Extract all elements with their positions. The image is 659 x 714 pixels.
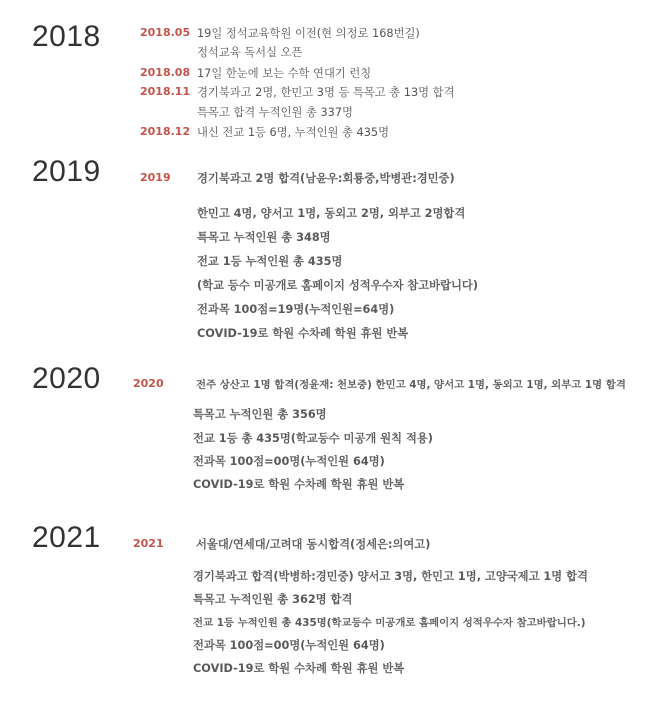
entry-date: 2018.12 bbox=[140, 125, 191, 138]
entry-text: 19일 정석교육학원 이전(현 의정로 168번길) bbox=[197, 27, 420, 40]
entry-text: 전교 1등 누적인원 총 435명 bbox=[197, 255, 343, 268]
entry-text: 한민고 4명, 양서고 1명, 동외고 2명, 외부고 2명합격 bbox=[197, 207, 466, 220]
entry-text: 특목고 누적인원 총 348명 bbox=[197, 231, 331, 244]
entry-text: 서울대/연세대/고려대 동시합격(정세은:의여고) bbox=[196, 538, 431, 551]
entry-text: COVID-19로 학원 수차례 학원 휴원 반복 bbox=[193, 478, 405, 491]
year-title: 2019 bbox=[32, 155, 101, 188]
entry-date: 2019 bbox=[140, 171, 171, 184]
year-title: 2020 bbox=[32, 362, 101, 395]
entry-text: 특목고 누적인원 총 356명 bbox=[193, 408, 327, 421]
entry-text: 내신 전교 1등 6명, 누적인원 총 435명 bbox=[197, 126, 390, 139]
entry-text: 특목고 누적인원 총 362명 합격 bbox=[193, 593, 353, 606]
entry-text: 전교 1등 총 435명(학교등수 미공개 원칙 적용) bbox=[193, 432, 433, 445]
entry-text: 경기북과고 합격(박병하:경민중) 양서고 3명, 한민고 1명, 고양국제고 1명 합격 bbox=[193, 570, 588, 583]
entry-text: (학교 등수 미공개로 홈페이지 성적우수자 참고바랍니다) bbox=[197, 279, 478, 292]
entry-text: 전과목 100점=00명(누적인원 64명) bbox=[193, 639, 385, 652]
entry-text: COVID-19로 학원 수차례 학원 휴원 반복 bbox=[197, 327, 409, 340]
entry-date: 2018.05 bbox=[140, 26, 191, 39]
year-title: 2021 bbox=[32, 521, 101, 554]
entry-text: 전과목 100점=00명(누적인원 64명) bbox=[193, 455, 385, 468]
entry-date: 2021 bbox=[133, 537, 164, 550]
entry-text: 정석교육 독서실 오픈 bbox=[197, 46, 303, 59]
entry-text: 17일 한눈에 보는 수학 연대기 런칭 bbox=[197, 67, 372, 80]
entry-text: 경기북과고 2명 합격(남윤우:회룡중,박병관:경민중) bbox=[197, 172, 455, 185]
entry-text: COVID-19로 학원 수차례 학원 휴원 반복 bbox=[193, 662, 405, 675]
entry-text: 특목고 합격 누적인원 총 337명 bbox=[197, 106, 353, 119]
year-title: 2018 bbox=[32, 20, 101, 53]
entry-date: 2020 bbox=[133, 377, 164, 390]
entry-text: 경기북과고 2명, 한민고 3명 등 특목고 총 13명 합격 bbox=[197, 86, 455, 99]
entry-text: 전교 1등 누적인원 총 435명(학교등수 미공개로 홈페이지 성적우수자 참고바랍니다.) bbox=[193, 617, 586, 629]
entry-text: 전과목 100점=19명(누적인원=64명) bbox=[197, 303, 395, 316]
entry-date: 2018.11 bbox=[140, 85, 191, 98]
entry-text: 전주 상산고 1명 합격(정윤재: 천보중) 한민고 4명, 양서고 1명, 동외고 1명, 외부고 1명 합격 bbox=[196, 379, 626, 391]
entry-date: 2018.08 bbox=[140, 66, 191, 79]
